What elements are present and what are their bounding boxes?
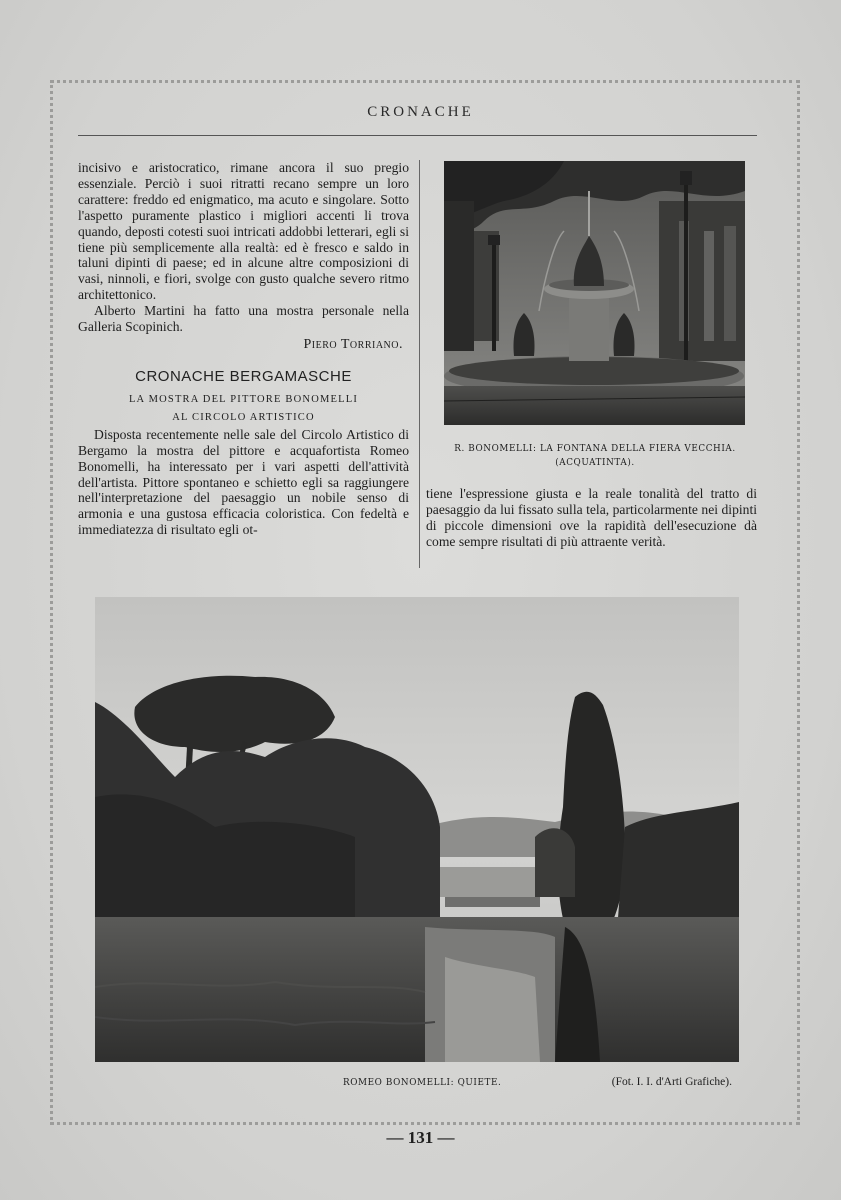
author-signature: Piero Torriano. <box>303 336 403 352</box>
photo-credit: (Fot. I. I. d'Arti Grafiche). <box>611 1076 732 1088</box>
left-column <box>78 160 409 538</box>
quiete-figure-caption: ROMEO BONOMELLI: QUIETE. <box>343 1078 502 1088</box>
article-paragraph: Disposta recentemente nelle sale del Circolo Artistico di Bergamo la mostra del pittore e acquafortista Romeo Bonomelli, ha interessato per i vari aspetti dell'attività dell'artista. Pittore spontaneo e schietto egli sa raggiungere nell'interpretazione del paesaggio un nobile senso di armonia e una gustosa efficacia coloristica. Con fedeltà e immediatezza di risultato egli ot- <box>78 426 409 538</box>
article-subtitle <box>78 391 409 427</box>
martini-paragraph: Alberto Martini ha fatto una mostra personale nella Galleria Scopinich. <box>78 303 409 335</box>
fountain-etching-drawing <box>444 161 745 425</box>
column-divider <box>419 160 420 568</box>
quiete-painting-image <box>95 597 739 1062</box>
section-title: CRONACHE BERGAMASCHE <box>135 367 352 385</box>
fountain-caption-line-2: (ACQUATINTA). <box>555 458 635 468</box>
running-head: CRONACHE <box>367 104 474 120</box>
page-number: — 131 — <box>386 1128 455 1147</box>
header-rule <box>78 135 757 136</box>
fountain-figure-caption <box>430 442 760 470</box>
fountain-etching-image <box>444 161 745 425</box>
quiete-painting-drawing <box>95 597 739 1062</box>
fountain-caption-line-1: R. BONOMELLI: LA FONTANA DELLA FIERA VECCHIA. <box>454 444 736 454</box>
continuation-paragraph: incisivo e aristocratico, rimane ancora il suo pregio essenziale. Perciò i suoi ritratti recano sempre un loro carattere: freddo ed enigmatico, ma acuto e singolare. Sotto l'aspetto puramente plastico i migliori accenti li trova quando, deposti cotesti suoi intricati addobbi letterari, egli si tiene più semplicemente alla realtà: ed è fresco e saldo in taluni dipinti di paese; ed in alcune altre composizioni di vasi, ninnoli, e fiori, svolge con gusto qualche severo ritmo architettonico. <box>78 160 409 303</box>
right-column-text: tiene l'espressione giusta e la reale tonalità del tratto di paesaggio da lui fissato sulla tela, particolarmente nei dipinti di piccole dimensioni ove la rapidità dell'esecuzione dà come sempre risultati di più attraente verità. <box>426 486 757 549</box>
subtitle-line-1: LA MOSTRA DEL PITTORE BONOMELLI <box>128 393 359 405</box>
subtitle-line-2: AL CIRCOLO ARTISTICO <box>172 411 315 423</box>
